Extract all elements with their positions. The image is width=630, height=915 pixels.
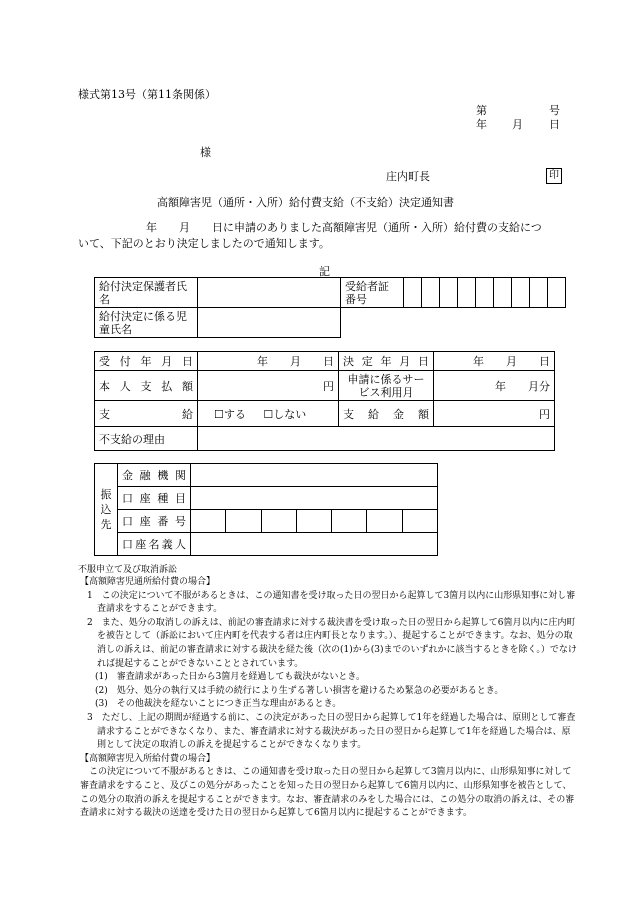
transfer-label [95,464,118,556]
service-month-value[interactable]: 年 月分 [434,371,555,401]
note-sub-3: (3) その他裁決を経ないことにつき正当な理由があるとき。 [95,699,342,710]
received-date-label: 受付年月日 [95,352,198,371]
seal-mark: 印 [546,168,562,184]
decision-table [94,351,555,451]
bank-value[interactable] [191,464,438,487]
intro-text [78,220,573,252]
intro-line-2: いて、下記のとおり決定しましたので通知します。 [78,237,330,250]
section-heading-residential: 【高額障害児入所給付費の場合】 [80,753,216,764]
payment-yes-checkbox[interactable]: ☐する [214,407,246,421]
account-holder-value[interactable] [191,533,438,556]
cert-label: 受給者証番号 [341,278,404,308]
account-digit[interactable] [367,510,402,533]
account-digit[interactable] [296,510,331,533]
blank-area [341,308,566,338]
decision-date-label: 決定年月日 [339,352,434,371]
account-digit[interactable] [402,510,437,533]
paid-amount-value[interactable]: 円 [198,371,339,401]
payment-no-checkbox[interactable]: ☐しない [263,407,307,421]
appeal-heading: 不服申立て及び取消訴訟 [78,565,178,575]
document-title: 高額障害児（通所・入所）給付費支給（不支給）決定通知書 [157,196,454,209]
cert-digit[interactable] [548,278,566,308]
cert-digit[interactable] [494,278,512,308]
reason-value[interactable] [198,427,555,451]
received-date-value[interactable]: 年 月 日 [198,352,339,371]
payment-label: 支給 [95,401,198,427]
payment-amount-label: 支給金額 [339,401,434,427]
note-item-2: 2 また、処分の取消しの訴えは、前記の審査請求に対する裁決書を受け取った日の翌日から起算して6箇月以内に庄内町を被告として（訴訟において庄内町を代表する者は庄内町長となります。）、提起することができます。なお、処分の取消しの訴えは、前記の審査請求に対する裁決を経た後（次の(1)から(3)までのいずれかに該当するときを除く。）でなければ提起することができないこととされています。 [87,617,577,669]
note-sub-2: (2) 処分、処分の執行又は手続の続行により生ずる著しい損害を避けるため緊急の必要があるとき。 [95,685,504,696]
bank-label: 金融機関 [118,464,191,487]
bank-table [94,463,438,556]
payment-amount-value[interactable]: 円 [434,401,555,427]
account-digit[interactable] [261,510,296,533]
note-item-3: 3 ただし、上記の期間が経過する前に、この決定があった日の翌日から起算して1年を経過した場合は、原則として審査請求することができなくなり、また、審査請求に対する裁決があった日の翌日から起算して1年を経過した場合は、原則として決定の取消しの訴えを提起することができなくなります。 [87,712,576,751]
child-value[interactable] [198,308,341,338]
cert-digit[interactable] [422,278,440,308]
applicant-table [94,277,566,338]
issue-day: 日 [549,118,560,131]
decision-date-value[interactable]: 年 月 日 [434,352,555,371]
issue-year: 年 [476,118,487,131]
guardian-value[interactable] [198,278,341,308]
account-digit[interactable] [226,510,261,533]
child-label: 給付決定に係る児童氏名 [95,308,198,338]
cert-digit[interactable] [404,278,422,308]
payment-options [198,401,339,427]
appeal-notes [80,576,578,821]
account-number-label: 口座番号 [118,510,191,533]
cert-digit[interactable] [476,278,494,308]
service-month-label: 申請に係るサービス利用月 [339,371,434,401]
guardian-label: 給付決定保護者氏名 [95,278,198,308]
cert-digit[interactable] [458,278,476,308]
doc-number-prefix: 第 [476,104,487,117]
form-number: 様式第13号（第11条関係） [78,88,216,101]
sender-name: 庄内町長 [386,170,430,183]
paid-amount-label: 本人支払額 [95,371,198,401]
note-residential: この決定について不服があるときは、この通知書を受け取った日の翌日から起算して3箇月以内に、山形県知事に対して審査請求をすること、及びこの処分があったことを知った日の翌日から起算して6箇月以内に、山形県知事を被告として、この処分の取消の訴えを提起することができます。なお、審査請求のみをした場合には、この処分の取消の訴えは、その審査請求に対する裁決の送達を受けた日の翌日から起算して6箇月以内に提起することができます。 [80,767,575,819]
ki-label: 記 [319,265,330,278]
reason-label: 不支給の理由 [95,427,198,451]
account-type-value[interactable] [191,487,438,510]
issue-month: 月 [512,118,523,131]
section-heading-outpatient: 【高額障害児通所給付費の場合】 [80,577,216,587]
cert-digit[interactable] [440,278,458,308]
doc-number-suffix: 号 [549,104,560,117]
recipient-suffix: 様 [200,146,211,159]
account-holder-label: 口座名義人 [118,533,191,556]
intro-line-1: 年 月 日に申請のありました高額障害児（通所・入所）給付費の支給につ [146,221,542,234]
note-item-1: 1 この決定について不服があるときは、この通知書を受け取った日の翌日から起算して3箇月以内に山形県知事に対し審査請求をすることができます。 [87,590,576,615]
cert-digit[interactable] [512,278,530,308]
cert-digit[interactable] [530,278,548,308]
transfer-label-text: 振込先 [100,488,112,531]
account-type-label: 口座種目 [118,487,191,510]
account-digit[interactable] [332,510,367,533]
account-digit[interactable] [191,510,226,533]
note-sub-1: (1) 審査請求があった日から3箇月を経過しても裁決がないとき。 [95,672,366,683]
